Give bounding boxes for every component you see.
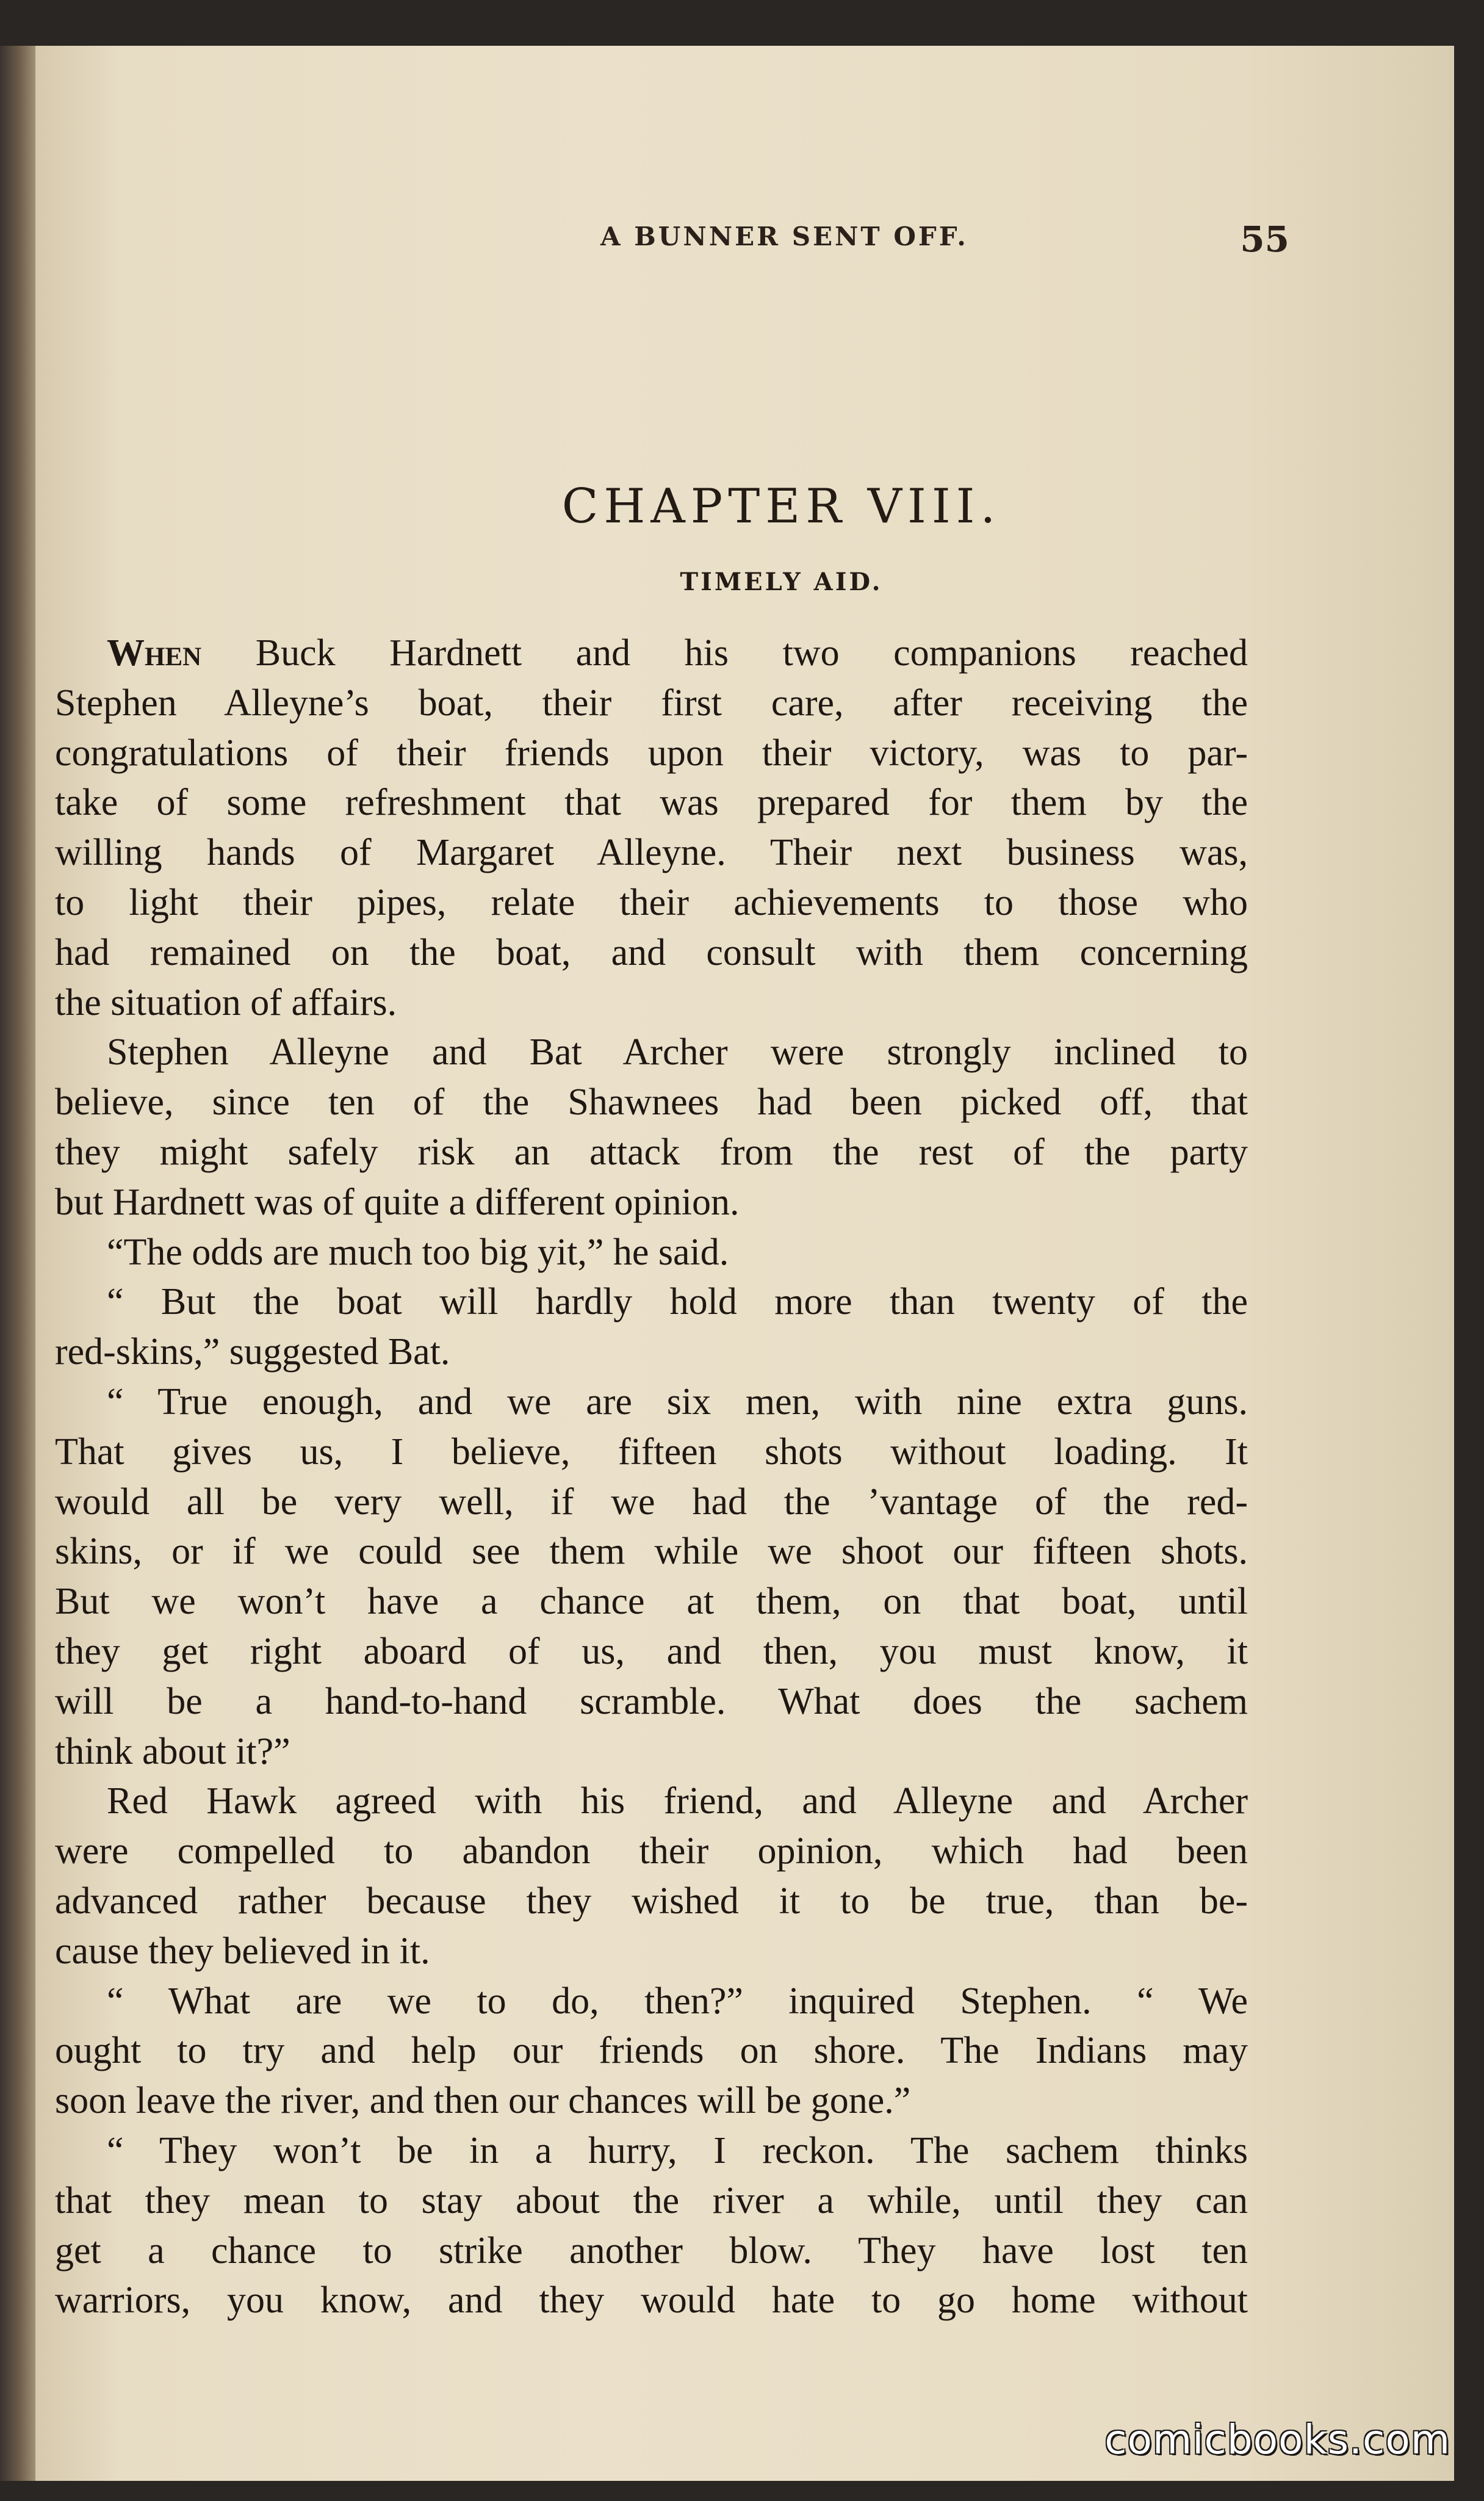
text-line: had remained on the boat, and consult with them concerning: [55, 931, 1248, 973]
text-line: “ True enough, and we are six men, with nine extra guns.: [107, 1380, 1248, 1423]
body-text: [55, 629, 1248, 2326]
drop-word: When: [107, 632, 202, 674]
text-line: advanced rather because they wished it to be true, than be-: [55, 1880, 1248, 1922]
running-title: A BUNNER SENT OFF.: [600, 222, 968, 251]
text-line: warriors, you know, and they would hate to go home without: [55, 2279, 1248, 2322]
text-line: were compelled to abandon their opinion, which had been: [55, 1830, 1248, 1872]
text-line: cause they believed in it.: [55, 1930, 430, 1972]
chapter-subtitle: TIMELY AID.: [680, 568, 883, 596]
text-line: they might safely risk an attack from the rest of the party: [55, 1131, 1248, 1173]
chapter-heading: CHAPTER VIII.: [561, 479, 1001, 534]
text-line: they get right aboard of us, and then, you must know, it: [55, 1630, 1248, 1672]
text-line: get a chance to strike another blow. They have lost ten: [55, 2229, 1248, 2272]
page-number: 55: [1240, 218, 1289, 260]
text-line: would all be very well, if we had the ’vantage of the red-: [55, 1481, 1248, 1523]
page-edge-shadow: [1454, 0, 1484, 2501]
text-line: ought to try and help our friends on shore. The Indians may: [55, 2030, 1248, 2072]
book-page: [35, 46, 1454, 2481]
text-line: soon leave the river, and then our chances will be gone.”: [55, 2080, 911, 2122]
watermark: comicbooks.com: [1104, 2416, 1450, 2463]
text-line: red-skins,” suggested Bat.: [55, 1331, 450, 1373]
text-line: But we won’t have a chance at them, on that boat, until: [55, 1581, 1248, 1623]
text-line: believe, since ten of the Shawnees had been picked off, that: [55, 1081, 1248, 1124]
text-line: “ They won’t be in a hurry, I reckon. The sachem thinks: [107, 2129, 1248, 2171]
text-line: think about it?”: [55, 1730, 290, 1772]
text-line: Red Hawk agreed with his friend, and Alleyne and Archer: [107, 1780, 1248, 1822]
text-line: take of some refreshment that was prepared for them by the: [55, 782, 1248, 824]
opening-rest: Buck Hardnett and his two companions reached: [255, 632, 1248, 674]
text-line: congratulations of their friends upon their victory, was to par-: [55, 732, 1248, 774]
text-line: That gives us, I believe, fifteen shots without loading. It: [55, 1431, 1248, 1473]
text-line: will be a hand-to-hand scramble. What does the sachem: [55, 1680, 1248, 1722]
book-spine: [0, 46, 38, 2481]
running-head: [35, 185, 1454, 260]
text-line: Stephen Alleyne’s boat, their first care, after receiving the: [55, 682, 1248, 724]
text-line: but Hardnett was of quite a different opinion.: [55, 1181, 740, 1223]
text-line: Stephen Alleyne and Bat Archer were strongly inclined to: [107, 1031, 1248, 1074]
text-line: that they mean to stay about the river a while, until they can: [55, 2179, 1248, 2221]
text-line: skins, or if we could see them while we shoot our fifteen shots.: [55, 1531, 1248, 1573]
text-line: “ But the boat will hardly hold more than twenty of the: [107, 1281, 1248, 1323]
text-line: [55, 629, 1248, 679]
text-line: the situation of affairs.: [55, 981, 397, 1023]
text-line: to light their pipes, relate their achievements to those who: [55, 881, 1248, 923]
text-line: “The odds are much too big yit,” he said.: [107, 1231, 729, 1273]
text-line: willing hands of Margaret Alleyne. Their next business was,: [55, 832, 1248, 874]
text-line: “ What are we to do, then?” inquired Stephen. “ We: [107, 1980, 1248, 2022]
